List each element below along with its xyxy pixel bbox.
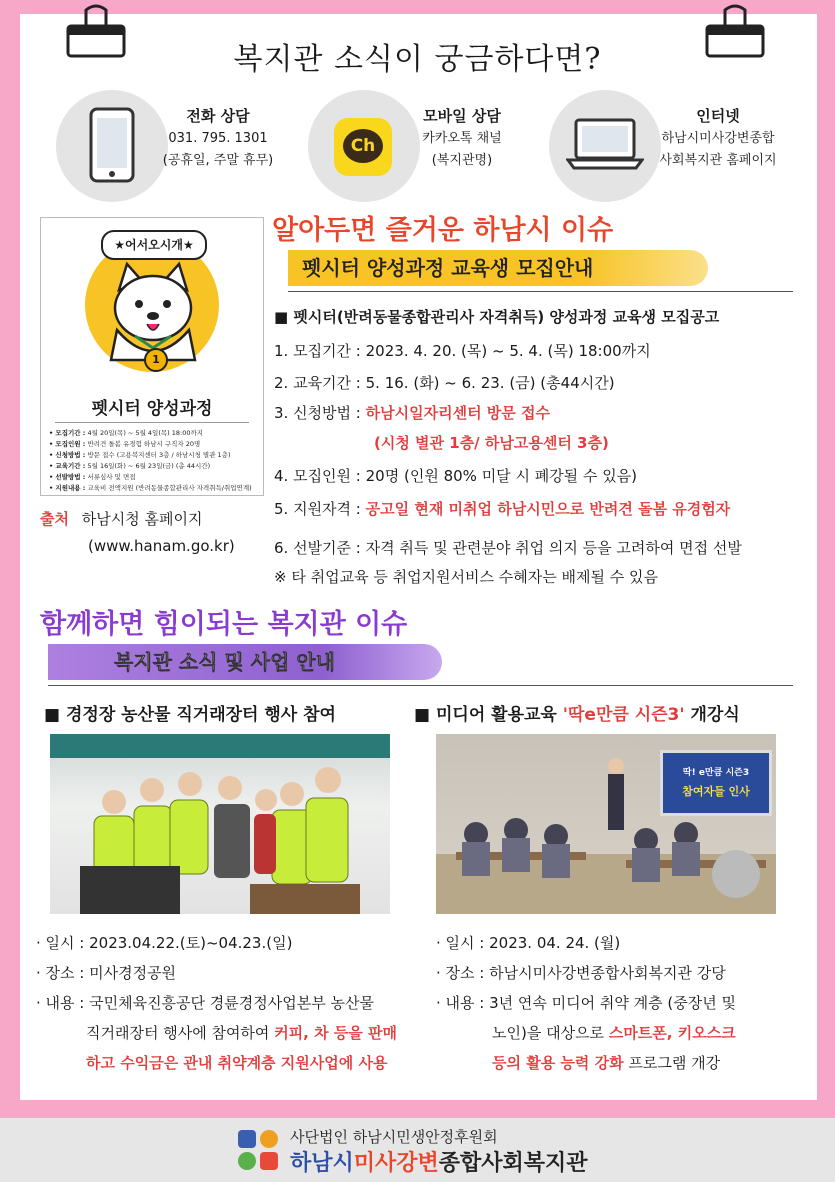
poster-row: • 신청방법 : 방문 접수 (고용복지센터 3층 / 하남시청 별관 1층) [49, 451, 231, 459]
contact-phone-note: (공휴일, 주말 휴무) [162, 153, 274, 168]
screen-line2: 참여자들 인사 [682, 785, 750, 798]
right-content-1: · 내용 : 3년 연속 미디어 취약 계층 (중장년 및 [436, 994, 736, 1012]
footer [0, 1118, 835, 1182]
petsitter-poster [40, 217, 264, 496]
classroom-illustration [436, 734, 776, 914]
section1-lead: ■ 펫시터(반려동물종합관리사 자격취득) 양성과정 교육생 모집공고 [274, 308, 720, 326]
contact-phone [160, 104, 276, 172]
list-item: (시청 별관 1층/ 하남고용센터 3층) [374, 434, 609, 452]
source-label: 출처 [40, 510, 69, 528]
section2-band-text: 복지관 소식 및 사업 안내 [114, 650, 336, 674]
poster-row: • 모집인원 : 반려견 돌봄 유경험 하남시 구직자 20명 [49, 440, 201, 448]
section1-band-text: 펫시터 양성과정 교육생 모집안내 [302, 256, 594, 280]
contact-mobile [412, 104, 512, 172]
left-date: · 일시 : 2023.04.22.(토)~04.23.(일) [36, 934, 293, 952]
poster-title-line [55, 422, 249, 423]
list-item: 4. 모집인원 : 20명 (인원 80% 미달 시 폐강될 수 있음) [274, 467, 638, 485]
poster-row: • 교육기간 : 5월 16일(화) ~ 6월 23일(금) (총 44시간) [49, 462, 211, 470]
section2-band [48, 644, 442, 680]
poster-medal: 1 [144, 348, 168, 372]
section2-heading: 함께하면 힘이되는 복지관 이슈 [40, 609, 408, 640]
contact-internet-line2: 사회복지관 홈페이지 [659, 153, 777, 168]
section1-band [288, 250, 708, 286]
list-item: ※ 타 취업교육 등 취업지원서비스 수혜자는 배제될 수 있음 [274, 568, 658, 586]
kakao-channel-icon [334, 118, 392, 176]
contact-phone-number: 031. 795. 1301 [168, 131, 268, 146]
contact-internet-line1: 하남시미사강변종합 [661, 131, 775, 146]
contact-mobile-line2: (복지관명) [431, 153, 493, 168]
kakao-badge: Ch [343, 129, 383, 163]
left-content-2: 직거래장터 행사에 참여하여 커피, 차 등을 판매 [86, 1024, 397, 1042]
right-content-2: 노인)을 대상으로 스마트폰, 키오스크 [492, 1024, 736, 1042]
contact-mobile-title: 모바일 상담 [423, 107, 501, 125]
contact-internet-title: 인터넷 [696, 107, 740, 125]
poster-row: • 선발방법 : 서류심사 및 면접 [49, 473, 136, 481]
list-item: 1. 모집기간 : 2023. 4. 20. (목) ~ 5. 4. (목) 18:00까지 [274, 342, 651, 360]
poster-badge: ★어서오시개★ [101, 230, 207, 260]
left-place: · 장소 : 미사경정공원 [36, 964, 177, 982]
market-event-photo [50, 734, 390, 914]
page-title: 복지관 소식이 궁금하다면? [233, 42, 602, 77]
list-item: 2. 교육기간 : 5. 16. (화) ~ 6. 23. (금) (총44시간) [274, 374, 615, 392]
left-news-title: ■ 경정장 농산물 직거래장터 행사 참여 [44, 705, 336, 725]
left-content-3: 하고 수익금은 관내 취약계층 지원사업에 사용 [86, 1054, 388, 1072]
contact-mobile-line1: 카카오톡 채널 [422, 131, 502, 146]
right-place: · 장소 : 하남시미사강변종합사회복지관 강당 [436, 964, 726, 982]
right-date: · 일시 : 2023. 04. 24. (월) [436, 934, 621, 952]
volunteers-illustration [50, 734, 390, 914]
list-item: 5. 지원자격 : 공고일 현재 미취업 하남시민으로 반려견 돌봄 유경험자 [274, 500, 731, 518]
section2-divider [48, 685, 793, 686]
screen-line1: 딱! e만큼 시즌3 [682, 768, 750, 778]
poster-details [49, 428, 259, 494]
right-news-info [436, 928, 796, 1078]
list-item: 3. 신청방법 : 하남시일자리센터 방문 접수 [274, 404, 550, 422]
poster-row: • 지원내용 : 교육비 전액지원 (반려동물종합관리사 자격취득/취업연계) [49, 484, 252, 492]
contact-internet [652, 104, 784, 172]
footer-org: 사단법인 하남시민생안정후원회 [290, 1128, 498, 1146]
right-news-title: ■ 미디어 활용교육 '딱e만큼 시즌3' 개강식 [414, 705, 740, 725]
poster-row: • 모집기간 : 4월 20일(목) ~ 5월 4일(목) 18:00까지 [49, 429, 204, 437]
left-news-info [36, 928, 416, 1078]
footer-name: 하남시미사강변종합사회복지관 [290, 1151, 588, 1176]
source-line [40, 508, 202, 529]
left-content-1: · 내용 : 국민체육진흥공단 경륜경정사업본부 농산물 [36, 994, 374, 1012]
media-class-photo [436, 734, 776, 914]
contact-phone-title: 전화 상담 [186, 107, 250, 125]
organization-logo-icon [236, 1128, 282, 1172]
section1-divider [288, 291, 793, 292]
poster-title: 펫시터 양성과정 [91, 399, 213, 419]
phone-icon [88, 106, 136, 184]
section1-heading: 알아두면 즐거운 하남시 이슈 [272, 215, 614, 246]
source-url[interactable]: (www.hanam.go.kr) [88, 537, 235, 555]
laptop-icon [566, 116, 644, 172]
right-content-3: 등의 활용 능력 강화 프로그램 개강 [492, 1054, 721, 1072]
source-name: 하남시청 홈페이지 [81, 510, 203, 528]
list-item: 6. 선발기준 : 자격 취득 및 관련분야 취업 의지 등을 고려하여 면접 선발 [274, 539, 742, 557]
